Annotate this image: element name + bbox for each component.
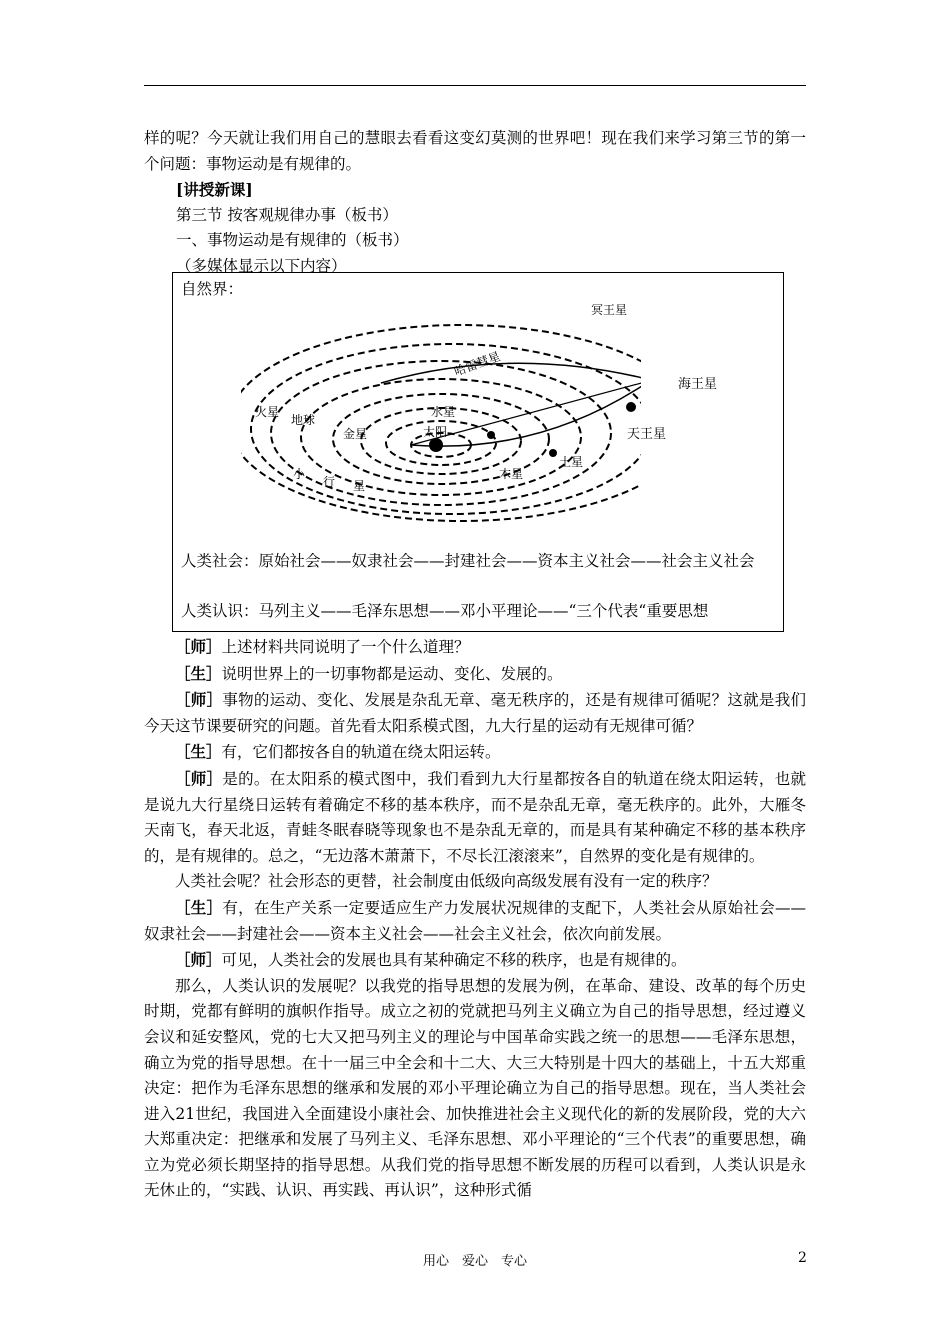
nature-label: 自然界： — [181, 280, 244, 298]
dialog-line: ［生］说明世界上的一切事物都是运动、变化、发展的。 — [175, 663, 563, 683]
cognition-line: 人类认识：马列主义——毛泽东思想——邓小平理论——“三个代表“重要思想 — [181, 602, 709, 620]
dialog-line: ［师］可见，人类社会的发展也具有某种确定不移的秩序，也是有规律的。 — [175, 950, 687, 970]
label-jupiter: 木星 — [499, 467, 524, 481]
dialog-line: ［生］有，在生产关系一定要适应生产力发展状况规律的支配下，人类社会从原始社会——奴隶社会——封建社会——资本主义社会——社会主义社会，依次向前发展。 — [144, 897, 806, 943]
label-mercury: 水星 — [431, 405, 456, 419]
intro-paragraph: 样的呢？今天就让我们用自己的慧眼去看看这变幻莫测的世界吧！现在我们来学习第三节的第一个问题：事物运动是有规律的。 — [144, 129, 806, 173]
label-neptune: 海王星 — [678, 377, 718, 392]
label-mars: 火星 — [255, 405, 280, 419]
label-uranus: 天王星 — [627, 427, 667, 442]
label-saturn: 土星 — [559, 455, 584, 469]
planet-dot — [487, 431, 495, 439]
media-content-box — [172, 272, 784, 632]
dialog-line: ［师］是的。在太阳系的模式图中，我们看到九大行星都按各自的轨道在绕太阳运转，也就是说九大行星绕日运转有着确定不移的基本秩序，而不是杂乱无章，毫无秩序的。此外，大雁冬天南飞，春天北返，青蛙冬眠春晓等现象也不是杂乱无章的，而是具有某种确定不移的基本秩序的，是有规律的。总之，“无边落木萧萧下，不尽长江滚滚来”，自然界的变化是有规律的。 — [144, 768, 806, 865]
label-earth: 地球 — [291, 413, 316, 427]
sun-mark — [429, 438, 443, 452]
page-footer: 用心 爱心 专心 — [422, 1254, 527, 1269]
dialog-line: ［师］事物的运动、变化、发展是杂乱无章、毫无秩序的，还是有规律可循呢？这就是我们今天这节课要研究的问题。首先看太阳系模式图，九大行星的运动有无规律可循？ — [144, 690, 806, 735]
label-pluto: 冥王星 — [591, 303, 628, 317]
label-comet: 哈雷彗星 — [452, 349, 503, 379]
page-number: 2 — [798, 1250, 807, 1266]
label-venus: 金星 — [343, 427, 368, 441]
label-belt-3: 星 — [353, 479, 366, 493]
header-rule — [144, 85, 806, 86]
label-belt-2: 行 — [323, 475, 336, 489]
media-note: （多媒体显示以下内容） — [176, 256, 347, 275]
society-line: 人类社会：原始社会——奴隶社会——封建社会——资本主义社会——社会主义社会 — [181, 552, 755, 570]
dialog-block — [144, 634, 806, 1204]
dialog-line: ［生］有，它们都按各自的轨道在绕太阳运转。 — [175, 742, 501, 762]
dialog-line: 人类社会呢？社会形态的更替，社会制度由低级向高级发展有没有一定的秩序？ — [175, 872, 718, 891]
label-belt-1: 小 — [293, 467, 306, 481]
planet-dot — [626, 402, 636, 412]
intro-block — [144, 126, 806, 280]
planet-dot — [549, 449, 557, 457]
subsection-title: 一、事物运动是有规律的（板书） — [176, 231, 409, 250]
section-heading: [讲授新课] — [176, 180, 253, 200]
dialog-line: ［师］上述材料共同说明了一个什么道理？ — [175, 637, 470, 656]
section-title: 第三节 按客观规律办事（板书） — [176, 205, 398, 224]
dialog-line: 那么，人类认识的发展呢？以我党的指导思想的发展为例，在革命、建设、改革的每个历史时期，党都有鲜明的旗帜作指导。成立之初的党就把马列主义确立为自己的指导思想，经过遵义会议和延安整风，党的七大又把马列主义的理论与中国革命实践之统一的思想——毛泽东思想，确立为党的指导思想。在十一届三中全会和十二大、大三大特别是十四大的基础上，十五大郑重决定：把作为毛泽东思想的继承和发展的邓小平理论确立为自己的指导思想。现在，当人类社会进入21世纪，我国进入全面建设小康社会、加快推进社会主义现代化的新的发展阶段，党的大六大郑重决定：把继承和发展了马列主义、毛泽东思想、邓小平理论的“三个代表”的重要思想，确立为党必须长期坚持的指导思想。从我们党的指导思想不断发展的历程可以看到，人类认识是永无休止的，“实践、认识、再实践、再认识”，这种形式循 — [144, 976, 806, 1200]
label-sun: 太阳 — [423, 425, 448, 439]
